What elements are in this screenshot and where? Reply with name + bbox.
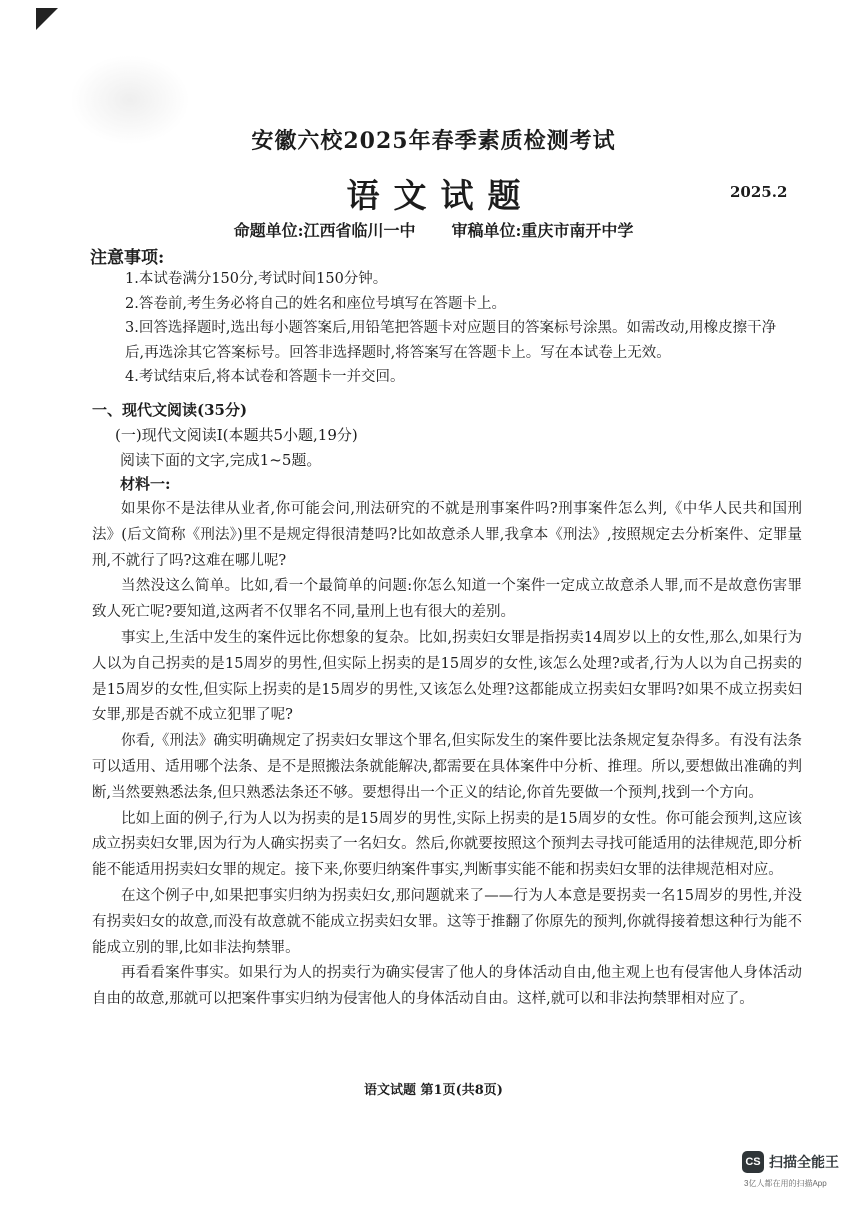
notes-heading: 注意事项: xyxy=(90,248,165,268)
material-label: 材料一: xyxy=(120,475,171,493)
article-body xyxy=(92,497,802,1013)
article-paragraph: 如果你不是法律从业者,你可能会问,刑法研究的不就是刑事案件吗?刑事案件怎么判,《中华人民共和国刑法》(后文简称《刑法》)里不是规定得很清楚吗?比如故意杀人罪,我拿本《刑法》,按照规定去分析案件、定罪量刑,不就行了吗?这难在哪儿呢? xyxy=(92,501,802,569)
article-paragraph: 再看看案件事实。如果行为人的拐卖行为确实侵害了他人的身体活动自由,他主观上也有侵害他人身体活动自由的故意,那就可以把案件事实归纳为侵害他人的身体活动自由。这样,就可以和非法拘禁罪相对应了。 xyxy=(92,965,802,1008)
watermark-tagline: 3亿人都在用的扫描App xyxy=(744,1179,827,1188)
note-item: 2.答卷前,考生务必将自己的姓名和座位号填写在答题卡上。 xyxy=(125,295,506,312)
author-unit: 命题单位:江西省临川一中 xyxy=(233,221,416,240)
reading-instruction: 阅读下面的文字,完成1~5题。 xyxy=(120,451,322,469)
subsection-title: (一)现代文阅读Ⅰ(本题共5小题,19分) xyxy=(115,426,358,444)
article-paragraph: 你看,《刑法》确实明确规定了拐卖妇女罪这个罪名,但实际发生的案件要比法条规定复杂得多。有没有法条可以适用、适用哪个法条、是不是照搬法条就能解决,都需要在具体案件中分析、推理。所以,要想做出准确的判断,当然要熟悉法条,但只熟悉法条还不够。要想得出一个正义的结论,你首先要做一个预判,找到一个方向。 xyxy=(92,733,802,801)
camscanner-logo-icon: CS xyxy=(742,1151,764,1173)
page-footer: 语文试题 第1页(共8页) xyxy=(364,1083,503,1098)
section-title: 一、现代文阅读(35分) xyxy=(92,401,248,419)
note-item: 4.考试结束后,将本试卷和答题卡一并交回。 xyxy=(125,369,405,385)
notes-list xyxy=(125,267,795,390)
exam-units xyxy=(0,218,867,241)
note-item: 3.回答选择题时,选出每小题答案后,用铅笔把答题卡对应题目的答案标号涂黑。如需改动,用橡皮擦干净后,再选涂其它答案标号。回答非选择题时,将答案写在答题卡上。写在本试卷上无效。 xyxy=(125,320,777,361)
note-item: 1.本试卷满分150分,考试时间150分钟。 xyxy=(125,271,388,287)
article-paragraph: 事实上,生活中发生的案件远比你想象的复杂。比如,拐卖妇女罪是指拐卖14周岁以上的女性,那么,如果行为人以为自己拐卖的是15周岁的男性,但实际上拐卖的是15周岁的女性,该怎么处理?或者,行为人以为自己拐卖的是15周岁的女性,但实际上拐卖的是15周岁的男性,又该怎么处理?这都能成立拐卖妇女罪吗?如果不成立拐卖妇女罪,那是否就不成立犯罪了呢? xyxy=(92,629,802,724)
review-unit: 审稿单位:重庆市南开中学 xyxy=(451,221,634,240)
article-paragraph: 在这个例子中,如果把事实归纳为拐卖妇女,那问题就来了——行为人本意是要拐卖一名15周岁的男性,并没有拐卖妇女的故意,而没有故意就不能成立拐卖妇女罪。这等于推翻了你原先的预判,你就得接着想这种行为能不能成立别的罪,比如非法拘禁罪。 xyxy=(92,887,802,956)
article-paragraph: 比如上面的例子,行为人以为拐卖的是15周岁的男性,实际上拐卖的是15周岁的女性。你可能会预判,这应该成立拐卖妇女罪,因为行为人确实拐卖了一名妇女。然后,你就要按照这个预判去寻找可能适用的法律规范,即分析能不能适用拐卖妇女罪的规定。接下来,你要归纳案件事实,判断事实能不能和拐卖妇女罪的法律规范相对应。 xyxy=(92,810,802,879)
exam-title: 安徽六校2025年春季素质检测考试 xyxy=(251,128,616,154)
corner-mark xyxy=(36,8,58,30)
exam-date: 2025.2 xyxy=(730,183,788,201)
article-paragraph: 当然没这么简单。比如,看一个最简单的问题:你怎么知道一个案件一定成立故意杀人罪,而不是故意伤害罪致人死亡呢?要知道,这两者不仅罪名不同,量刑上也有很大的差别。 xyxy=(92,578,802,621)
watermark-app-name: 扫描全能王 xyxy=(769,1154,839,1170)
scanner-watermark xyxy=(742,1151,839,1173)
subject-title: 语文试题 xyxy=(346,176,535,215)
